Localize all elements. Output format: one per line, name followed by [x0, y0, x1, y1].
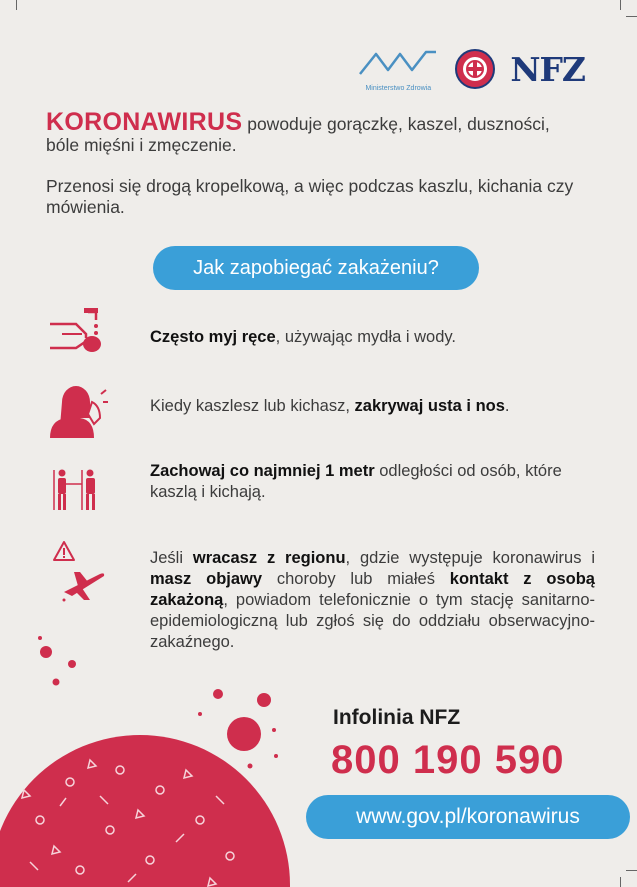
ministry-logo	[356, 46, 440, 92]
tip-travel-bold-3: kontakt z osobą zakażoną	[150, 570, 595, 609]
hand-washing-icon	[48, 306, 106, 358]
hotline-number[interactable]: 800 190 590	[331, 738, 565, 782]
tip-wash-bold: Często myj ręce	[150, 328, 276, 346]
tip-travel-pre: Jeśli	[150, 549, 193, 567]
tip-travel-rest: , powiadom telefonicznie o tym stację sanitarno-epidemiologiczną lub zgłoś się do oddziału obserwacyjno-zakaźnego.	[150, 591, 595, 651]
tip-cover-bold: zakrywaj usta i nos	[354, 397, 505, 415]
hotline-title: Infolinia NFZ	[333, 706, 461, 729]
tip-travel-mid-1: , gdzie występuje koronawirus i	[345, 549, 595, 567]
tip-distance-rest: odległości od osób, które kaszlą i kichają.	[150, 462, 562, 501]
headline-rest: powoduje gorączkę, kaszel, duszności, bóle mięśni i zmęczenie.	[46, 114, 550, 155]
nfz-logo: NFZ	[510, 49, 585, 89]
distance-icon	[52, 468, 102, 512]
tip-cover-mouth	[150, 396, 595, 417]
crop-mark	[626, 16, 637, 17]
warning-icon	[52, 540, 76, 562]
tip-keep-distance	[150, 461, 595, 503]
crop-mark	[620, 0, 621, 10]
cough-cover-icon	[48, 380, 108, 438]
intro-paragraph-1	[46, 108, 586, 156]
intro-text	[46, 108, 586, 238]
crop-mark	[16, 0, 17, 10]
website-link[interactable]: www.gov.pl/koronawirus	[306, 795, 630, 839]
airplane-icon	[60, 566, 106, 602]
logo-bar	[356, 46, 585, 92]
tip-travel-bold-2: masz objawy	[150, 570, 263, 588]
ministry-icon	[356, 46, 440, 80]
tip-wash-rest: , używając mydła i wody.	[275, 328, 456, 346]
tip-wash-hands	[150, 327, 595, 348]
intro-paragraph-2: Przenosi się drogą kropelkową, a więc podczas kaszlu, kichania czy mówienia.	[46, 176, 574, 217]
seal-icon	[454, 48, 496, 90]
headline: KORONAWIRUS	[46, 108, 243, 136]
tip-distance-bold: Zachowaj co najmniej 1 metr	[150, 462, 375, 480]
tip-cover-pre: Kiedy kaszlesz lub kichasz,	[150, 397, 355, 415]
tip-travel-bold-1: wracasz z regionu	[192, 549, 346, 567]
tip-travel-mid-2: choroby lub miałeś	[262, 570, 450, 588]
crop-mark	[626, 870, 637, 871]
prevention-heading: Jak zapobiegać zakażeniu?	[153, 246, 479, 290]
crop-mark	[620, 877, 621, 887]
tip-cover-post: .	[504, 397, 510, 415]
ministry-caption: Ministerstwo Zdrowia	[365, 85, 432, 92]
virus-icon	[0, 620, 300, 887]
